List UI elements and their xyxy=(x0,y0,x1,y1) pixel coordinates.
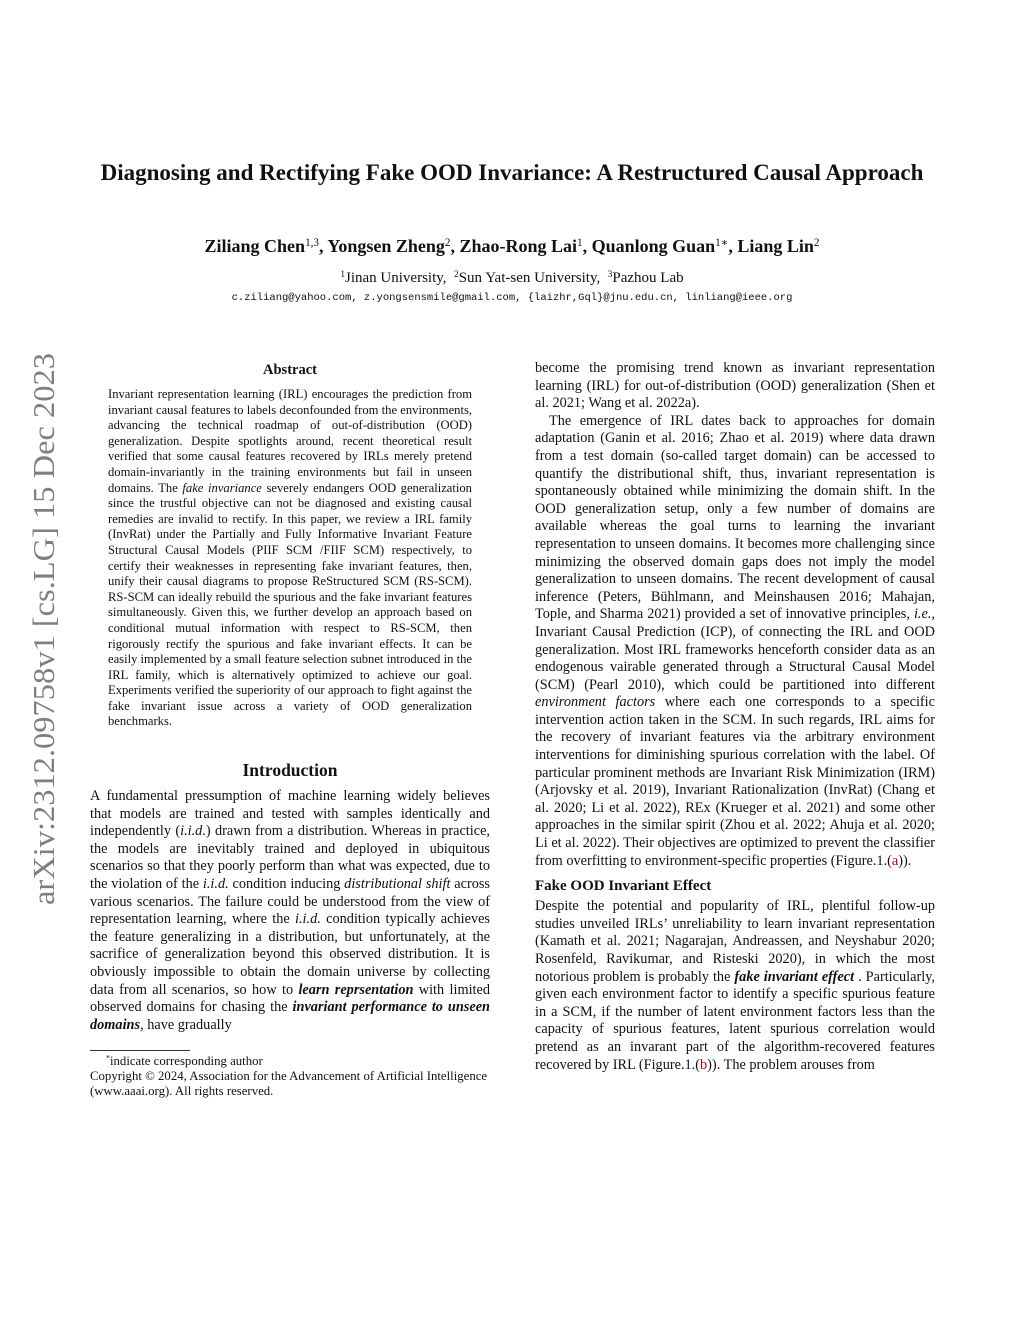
footnote-rule xyxy=(90,1050,190,1051)
author: Zhao-Rong Lai$^1$ xyxy=(459,236,583,256)
abstract-text: Invariant representation learning (IRL) encourages the prediction from invariant causal features to labels deconfounded from the environments, advancing the technical roadmap of out-of-distribution (OOD) generalization. Despite spotlights around, recent theoretical result verified that some causal features recovered by IRLs merely pretend domain-invariantly in the training environments but fail in unseen domains. The fake invariance severely endangers OOD generalization since the trustful objective can not be diagnosed and existing causal remedies are invalid to rectify. In this paper, we review a IRL family (InvRat) under the Partially and Fully Informative Invariant Feature Structural Causal Models (PIIF SCM /FIIF SCM) respectively, to certify their weaknesses in representing fake invariant features, then, unify their causal diagrams to propose ReStructured SCM (RS-SCM). RS-SCM can ideally rebuild the spurious and the fake invariant features simultaneously. Given this, we further develop an approach based on conditional mutual information with respect to RS-SCM, then rigorously rectify the spurious and fake invariant effects. It can be easily implemented by a small feature selection subnet introduced in the IRL family, which is alternatively optimized to achieve our goal. Experiments verified the superiority of our approach to fight against the fake invariant issue across a variety of OOD generalization benchmarks. xyxy=(108,387,472,729)
author: Ziliang Chen$^{1,3}$ xyxy=(204,236,320,256)
author-emails: c.ziliang@yahoo.com, z.yongsensmile@gmail.com, {laizhr,Gql}@jnu.edu.cn, linliang@ieee.org xyxy=(231,292,793,304)
author: Yongsen Zheng$^2$ xyxy=(327,236,451,256)
introduction-heading: Introduction xyxy=(242,760,338,781)
affiliation: $^3$Pazhou Lab xyxy=(607,269,684,286)
abstract-heading: Abstract xyxy=(263,362,317,378)
figure-ref-link[interactable]: b xyxy=(700,1056,708,1073)
figure-ref-link[interactable]: a xyxy=(891,852,899,869)
footnote-copyright: Copyright © 2024, Association for the Advancement of Artificial Intelligence (www.aaai.org). All rights reserved. xyxy=(90,1069,488,1099)
footnote-corresponding: *indicate corresponding author xyxy=(106,1054,263,1069)
affiliation: $^1$Jinan University, xyxy=(340,269,447,286)
arxiv-stamp xyxy=(0,350,70,910)
affiliations xyxy=(100,270,924,287)
paper-title: Diagnosing and Rectifying Fake OOD Invariance: A Restructured Causal Approach xyxy=(100,160,924,185)
subsection-heading: Fake OOD Invariant Effect xyxy=(535,878,712,895)
introduction-paragraph: A fundamental pressumption of machine learning widely believes that models are trained and tested with samples identically and independently (i.i.d.) drawn from a distribution. Whereas in practice, the models are inevitably trained and deployed in ubiquitous scenarios so that they poorly perform than what was expected, due to the violation of the i.i.d. condition inducing distributional shift across various scenarios. The failure could be understood from the view of representation learning, where the i.i.d. condition typically achieves the feature generalizing in a distribution, but unfortunately, at the sacrifice of generalization beyond this observed distribution. It is obviously impossible to obtain the domain universe by collecting data from all scenarios, so how to learn reprsentation with limited observed domains for chasing the invariant performance to unseen domains, have gradually xyxy=(90,788,491,1033)
body-paragraph: Despite the potential and popularity of IRL, plentiful follow-up studies unveiled IRLs’ unreliability to learn invariant representation (Kamath et al. 2021; Nagarajan, Andreassen, and Neyshabur 2020; Rosenfeld, Ravikumar, and Risteski 2020), in which the most notorious problem is probably the fake invariant effect . Particularly, given each environment factor to identify a specific spurious feature in a SCM, if the number of latent environment factors less than the capacity of spurious features, latent spurious correlation would pretend as an invarant part of the algorithm-recovered features recovered by IRL (Figure.1.(b)). The problem arouses from xyxy=(535,898,935,1073)
affiliation: $^2$Sun Yat-sen University, xyxy=(454,269,601,286)
author-list: Ziliang Chen$^{1,3}$, Yongsen Zheng$^2$, Zhao-Rong Lai$^1$, Quanlong Guan$^{1∗}$, Liang Lin$^2$ xyxy=(204,236,820,256)
body-paragraph: become the promising trend known as invariant representation learning (IRL) for out-of-distribution (OOD) generalization (Shen et al. 2021; Wang et al. 2022a). xyxy=(535,360,935,412)
author: Liang Lin$^2$ xyxy=(737,236,820,256)
author: Quanlong Guan$^{1∗}$ xyxy=(591,236,729,256)
arxiv-stamp-text: arXiv:2312.09758v1 [cs.LG] 15 Dec 2023 xyxy=(26,378,61,905)
left-column xyxy=(90,362,490,1099)
body-paragraph: The emergence of IRL dates back to approaches for domain adaptation (Ganin et al. 2016; Zhao et al. 2019) where data drawn from a test domain (so-called target domain) can be accessed to quantify the distributional shift, thus, invariant representation is spontaneously obtained while minimizing the domain shift. In the OOD generalization setup, only a few number of domains are available whereas the goal turns to learning the invariant representation to unseen domains. It becomes more challenging since minimizing the observed domain gaps does not imply the model generalization to unseen domains. The recent development of causal inference (Peters, Bühlmann, and Meinshausen 2016; Mahajan, Tople, and Sharma 2021) provided a set of innovative principles, i.e., Invariant Causal Prediction (ICP), of connecting the IRL and OOD generalization. Most IRL frameworks henceforth consider data as an endogenous vairable generated through a Structural Causal Model (SCM) (Pearl 2010), which could be partitioned into different environment factors where each one corresponds to a specific intervention action taken in the SCM. In such regards, IRL aims for the recovery of invariant features via the arbitrary environment interventions for diminishing spurious correlation with the label. Of particular prominent methods are Invariant Risk Minimization (IRM) (Arjovsky et al. 2019), Invariant Rationalization (InvRat) (Chang et al. 2020; Li et al. 2022), REx (Krueger et al. 2021) and some other approaches in the similar spirit (Zhou et al. 2022; Ahuja et al. 2020; Li et al. 2022). Their objectives are optimized to prevent the classifier from overfitting to environment-specific properties (Figure.1.(a)). xyxy=(535,412,935,869)
right-column xyxy=(535,360,935,1074)
